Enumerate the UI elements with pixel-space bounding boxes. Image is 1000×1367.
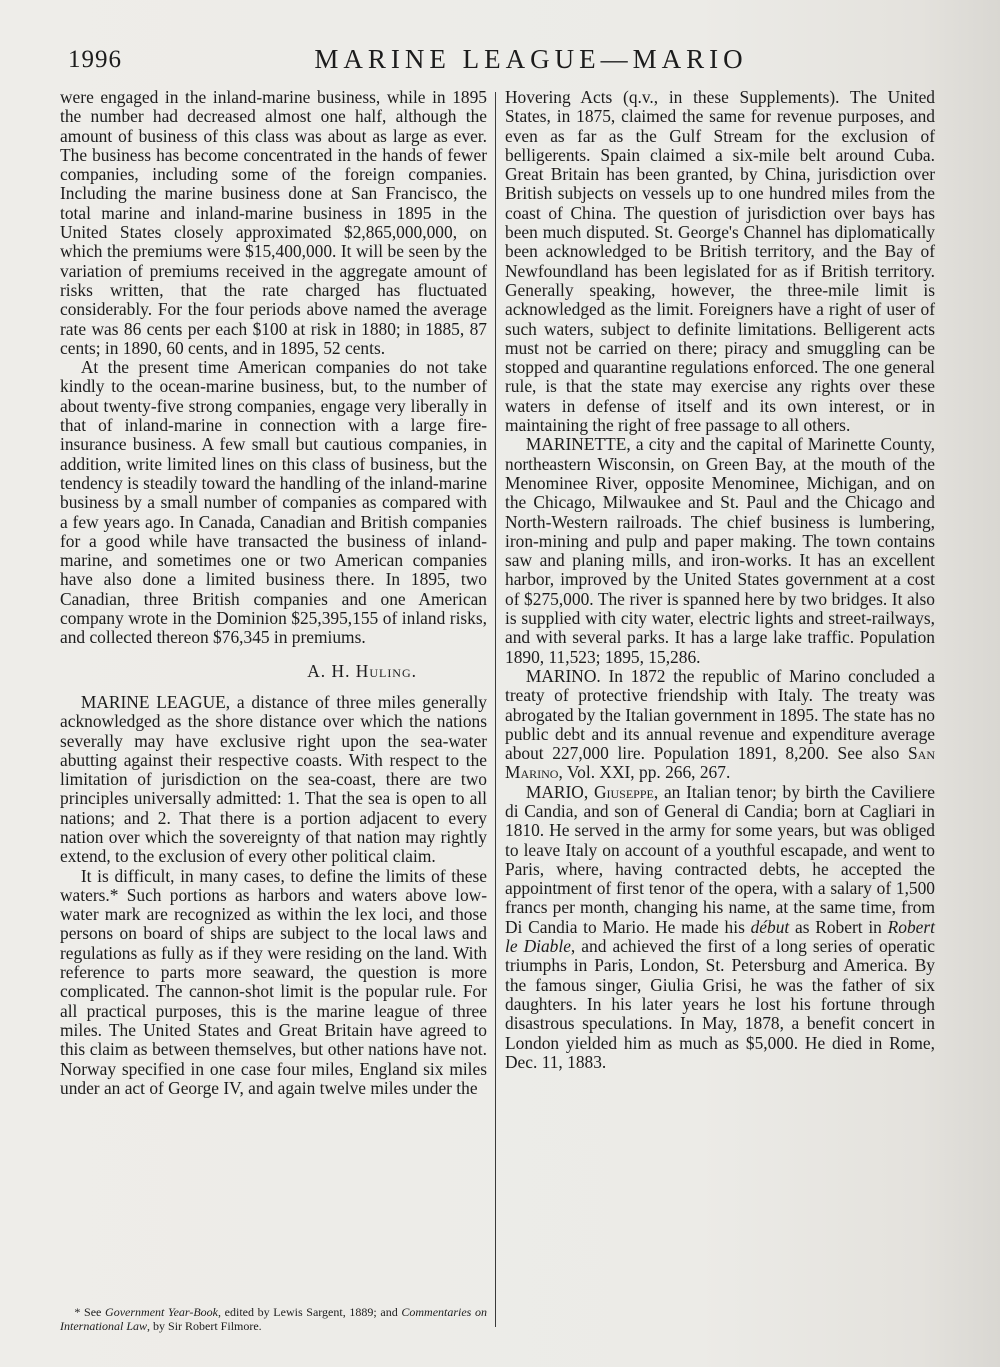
entry-marino [505, 667, 935, 783]
given-name: Giuseppe [593, 781, 654, 802]
entry-text: , a distance of three miles generally acknowledged as the shore distance over which the nations severally may have exclusive right upon the sea-water abutting against their respective coasts. With respect to the limitation of jurisdiction on the sea-coast, there are two principles universally admitted: 1. That the sea is open to all nations; and 2. That there is a portion adjacent to every nation over which the sovereignty of that nation may rightly extend, to the exclusion of every other political claim. [60, 691, 487, 867]
italic-debut: début [750, 916, 790, 937]
headword-marino: MARINO [525, 665, 597, 686]
entry-text: , and achieved the first of a long series of operatic triumphs in Paris, London, St. Petersburg and America. By the famous singer, Giulia Grisi, he was the father of six daughters. In his later years he lost his fortune through disastrous speculations. In May, 1878, a benefit concert in London yielded him as much as $5,000. He died in Rome, Dec. 11, 1883. [505, 936, 935, 1072]
paragraph-limits-of-waters: It is difficult, in many cases, to define the limits of these waters.* Such portions as harbors and waters above low-water mark are recognized as within the lex loci, and those persons on board of ships are subject to the local laws and regulations as fully as if they were residing on the land. With reference to parts more seaward, the question is more complicated. The cannon-shot limit is the popular rule. For all practical purposes, this is the marine league of three miles. The United States and Great Britain have agreed to this claim as between themselves, but other nations have not. Norway specified in one case four miles, England six miles under an act of George IV, and again twelve miles under the [60, 865, 487, 1098]
right-column [505, 88, 935, 1072]
footnote-title-commentaries: Commentaries on International Law [60, 1305, 488, 1333]
headword-marinette: MARINETTE [525, 434, 627, 455]
entry-text: , an Italian tenor; by birth the Caviliere di Candia, and son of General di Candia; born at Cagliari in 1810. He served in the army for some years, but was obliged to leave Italy on account of a youthful escapade, and went to Paris, where, having contracted debts, he accepted the appointment of first tenor of the opera, with a salary of 1,500 francs per month, changing his name, at the same time, from Di Candia to Mario. He made his [505, 781, 935, 937]
entry-text: , a city and the capital of Marinette County, northeastern Wisconsin, on Green Bay, at the mouth of the Menominee River, opposite Menominee, Michigan, and on the Chicago, Milwaukee and St. Paul and the Chicago and North-Western railroads. The chief business is lumbering, iron-mining and pulp and paper making. The town contains saw and planing mills, and iron-works. It has an excellent harbor, improved by the United States government at a cost of $275,000. The river is spanned here by two bridges. It also is supplied with city water, electric lights and street-railways, and with several parks. It has a large lake traffic. Population 1890, 11,523; 1895, 15,286. [505, 434, 935, 667]
headword-marine-league: MARINE LEAGUE [80, 691, 226, 712]
entry-text-tail: , Vol. XXI, pp. 266, 267. [558, 762, 731, 783]
footnote-title-yearbook: Government Year-Book [105, 1305, 218, 1319]
page-number: 1996 [68, 46, 122, 73]
entry-text: as Robert in [789, 916, 888, 937]
entry-text: . In 1872 the republic of Marino concluded a treaty of protective friendship with Italy. The treaty was abrogated by the Italian government in 1895. The state has no public debt and its annual revenue and expenditure average about 227,000 lire. Population 1891, 8,200. See also [505, 665, 935, 764]
footnote-lead: * See [74, 1305, 106, 1319]
entry-mario: MARIO, Giuseppe, an Italian tenor; by birth the Caviliere di Candia, and son of General di Candia; born at Cagliari in 1810. He served in the army for some years, but was obliged to leave Italy on account of a youthful escapade, and went to Paris, where, having contracted debts, he accepted the appointment of first tenor of the opera, with a salary of 1,500 francs per month, changing his name, at the same time, from Di Candia to Mario. He made his début as Robert in Robert le Diable, and achieved the first of a long series of operatic triumphs in Paris, London, St. Petersburg and America. By the famous singer, Giulia Grisi, he was the father of six daughters. In his later years he lost his fortune through disastrous speculations. In May, 1878, a benefit concert in London yielded him as much as $5,000. He died in Rome, Dec. 11, 1883. [505, 781, 935, 1072]
cross-reference: San Marino [505, 743, 935, 783]
headword-mario: MARIO [525, 781, 584, 802]
footnote-mid: , edited by Lewis Sargent, 1889; and [218, 1305, 402, 1319]
running-head: MARINE LEAGUE—MARIO [314, 44, 748, 74]
author-signature: A. H. Huling. [307, 660, 417, 681]
column-divider [495, 92, 496, 1327]
paragraph-hovering-acts: Hovering Acts (q.v., in these Supplements). The United States, in 1875, claimed the same for revenue purposes, and even as far as the Gulf Stream for the exclusion of belligerents. Spain claimed a six-mile belt around Cuba. Great Britain has been granted, by China, jurisdiction over British subjects on vessels up to one hundred miles from the coast of China. The question of jurisdiction over bays has been much disputed. St. George's Channel has diplomatically been acknowledged to be British territory, and the Bay of Newfoundland has been legislated for as if British territory. Generally speaking, however, the three-mile limit is acknowledged as the limit. Foreigners have a right of user of such waters, subject to definite limitations. Belligerent acts must not be carried on there; piracy and smuggling can be stopped and quarantine regulations enforced. The one general rule, is that the state may exercise any rights over these waters in defense of itself and its own interest, or in maintaining the right of free passage to all others. [505, 87, 935, 436]
page-header [68, 44, 934, 80]
italic-opera-title: Robert le Diable [505, 916, 935, 957]
entry-marine-league [60, 693, 487, 867]
left-column [60, 88, 487, 1098]
paragraph-insurance-continued: were engaged in the inland-marine business, while in 1895 the number had decreased almost one half, although the amount of business of this class was about as large as ever. The business has become concentrated in the hands of fewer companies, including some of the foreign companies. Including the marine business done at San Francisco, the total marine and inland-marine business in 1895 in the United States closely approximated $2,865,000,000, on which the premiums were $15,400,000. It will be seen by the variation of premiums received in the aggregate amount of risks written, that the rate charged has fluctuated considerably. For the four periods above named the average rate was 86 cents per each $100 at risk in 1880; in 1885, 87 cents; in 1890, 60 cents, and in 1895, 52 cents. [60, 87, 487, 358]
footnote-text [60, 1305, 487, 1333]
footnote-tail: , by Sir Robert Filmore. [147, 1319, 262, 1333]
entry-marinette [505, 435, 935, 667]
paragraph-american-companies: At the present time American companies do not take kindly to the ocean-marine business, but, to the number of about twenty-five strong companies, engage very liberally in that of inland-marine in connection with a large fire-insurance business. A few small but cautious companies, in addition, write limited lines on this class of business, but the tendency is steadily toward the handling of the inland-marine business by a small number of companies as compared with a few years ago. In Canada, Canadian and British companies for a good while have transacted the business of inland-marine, and sometimes one or two American companies have also done a limited business there. In 1895, two Canadian, three British companies and one American company wrote in the Dominion $25,395,155 of inland risks, and collected thereon $76,345 in premiums. [60, 357, 487, 648]
footnote [60, 1305, 487, 1333]
